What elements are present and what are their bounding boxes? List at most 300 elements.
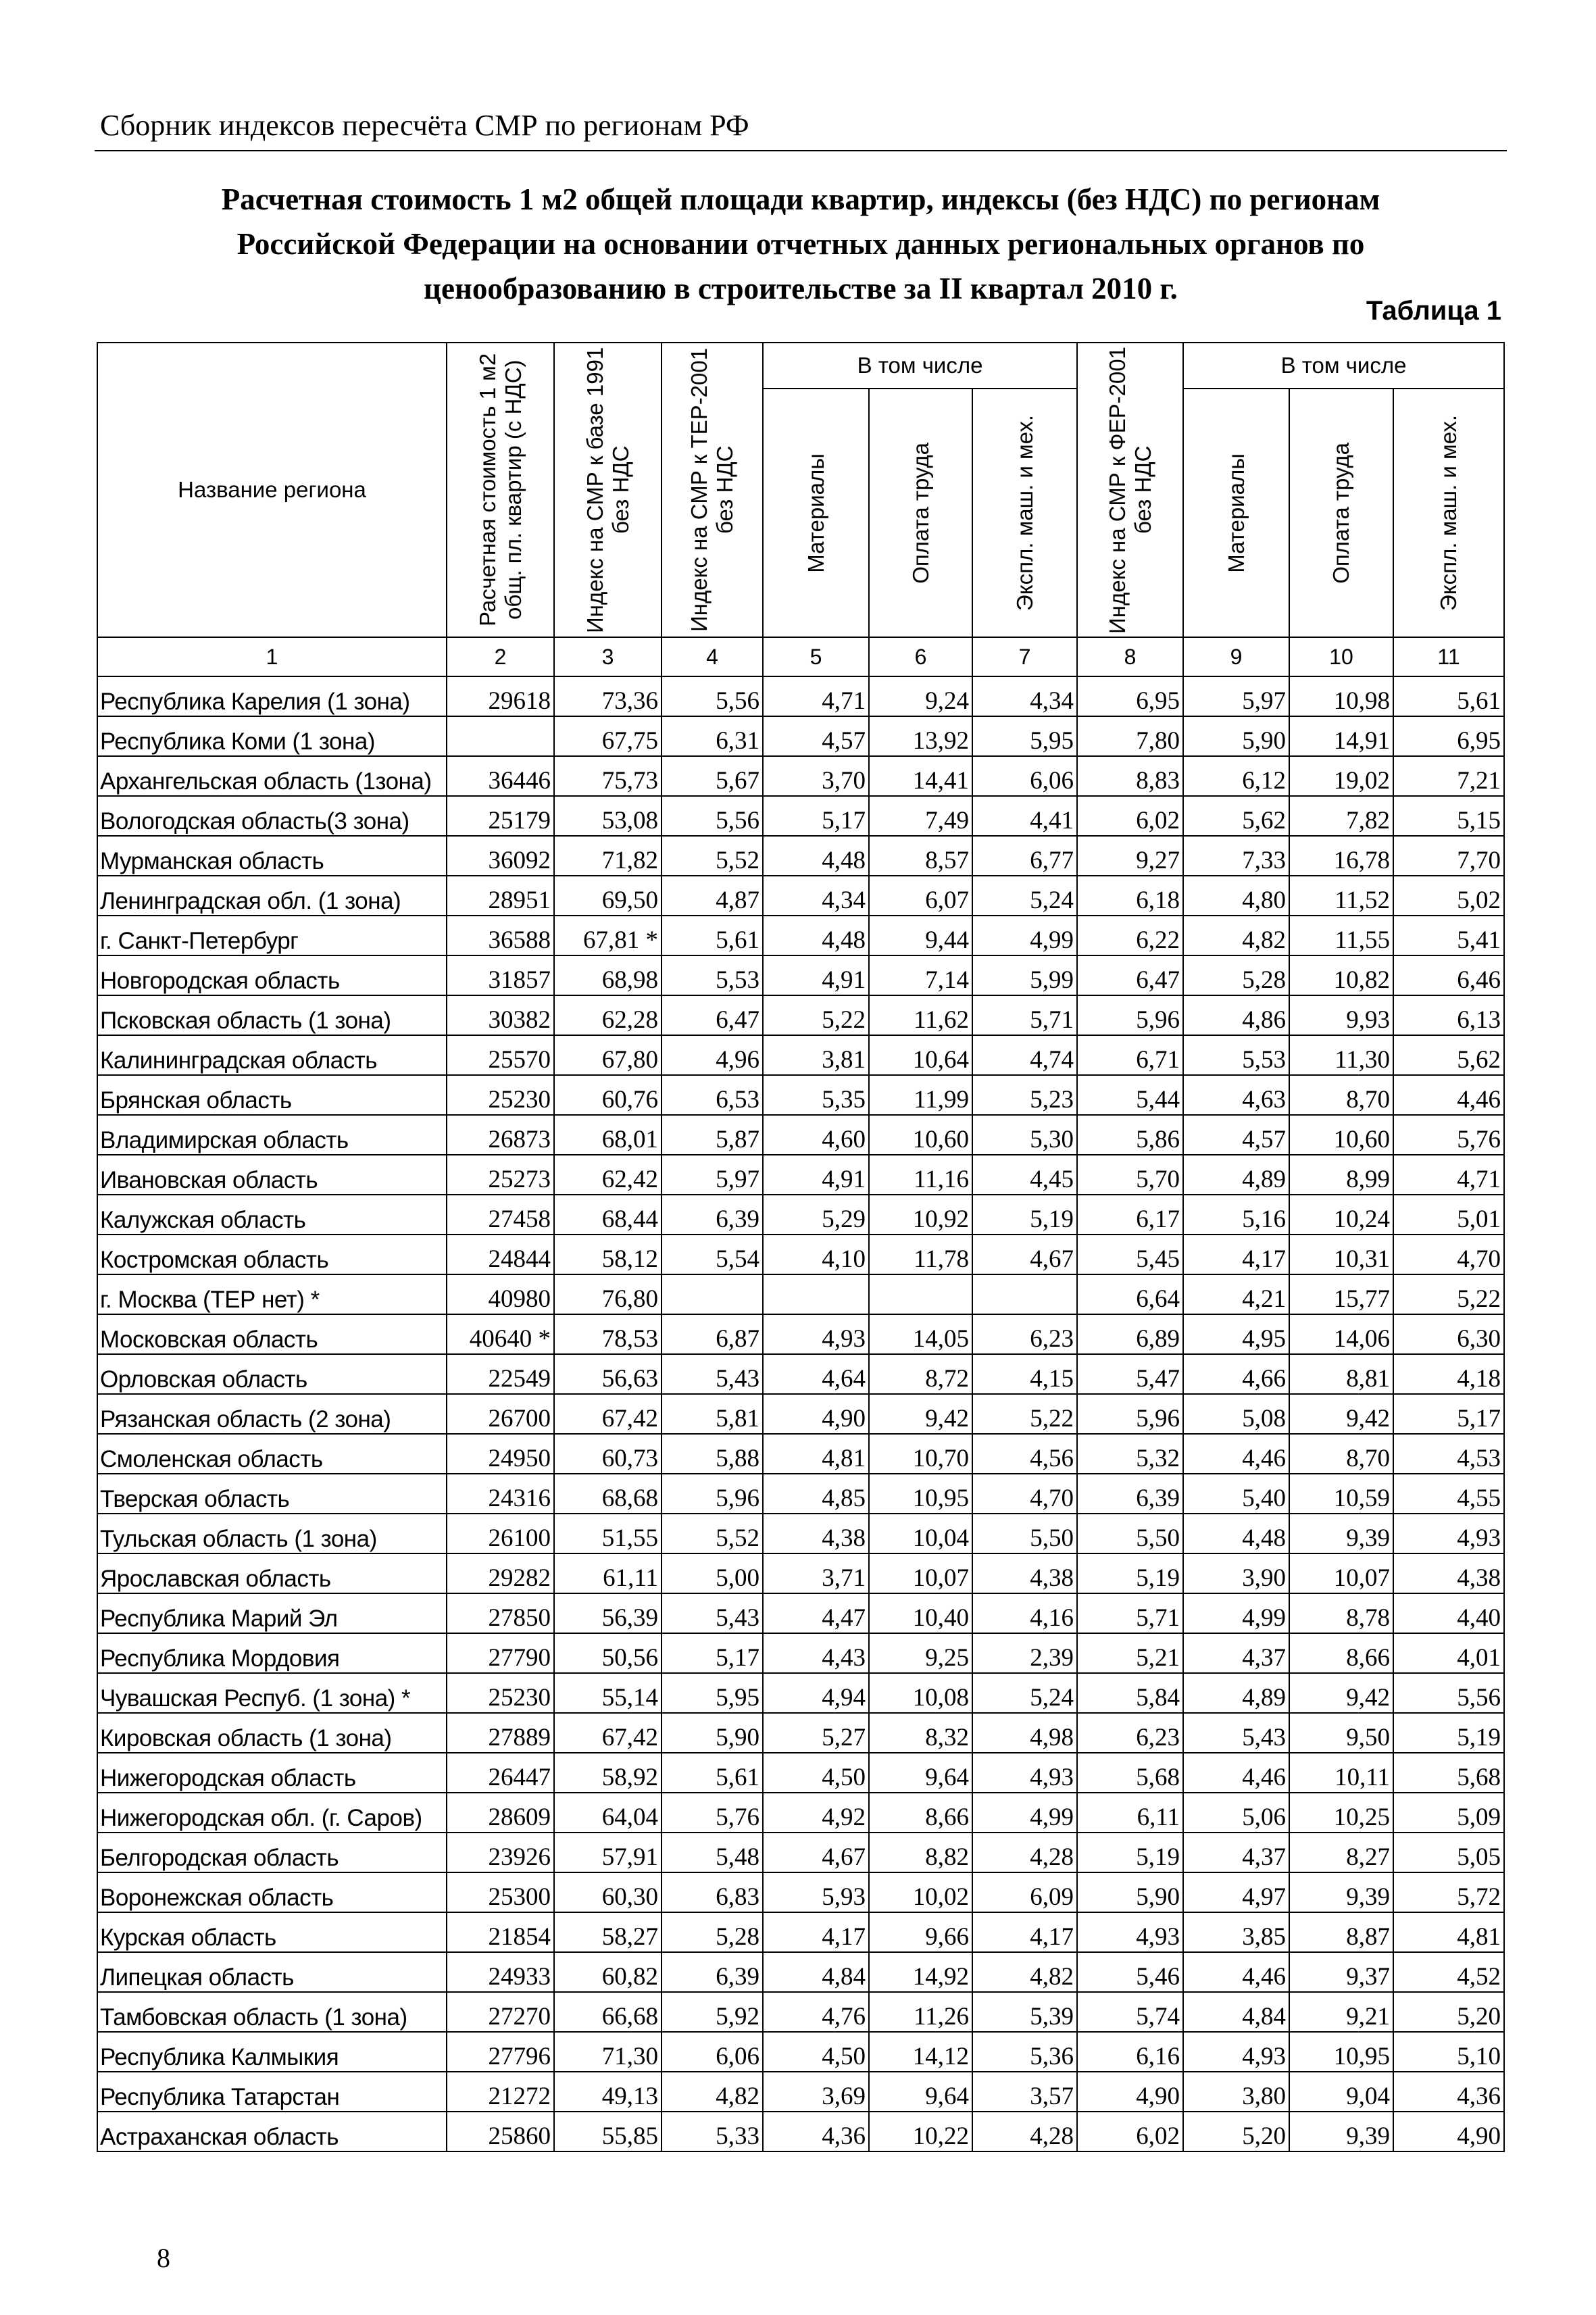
value-cell: 57,91	[554, 1833, 662, 1872]
value-cell: 25860	[447, 2112, 554, 2151]
value-cell: 5,92	[662, 1992, 763, 2032]
value-cell: 5,19	[1077, 1833, 1183, 1872]
region-name-cell: Смоленская область	[97, 1434, 447, 1474]
value-cell: 6,47	[1077, 955, 1183, 995]
column-number: 8	[1077, 637, 1183, 676]
value-cell: 3,71	[763, 1553, 869, 1593]
table-row	[97, 1155, 1504, 1195]
value-cell: 5,24	[972, 1673, 1077, 1713]
value-cell: 3,80	[1183, 2072, 1289, 2112]
value-cell: 21854	[447, 1912, 554, 1952]
value-cell: 6,06	[972, 756, 1077, 796]
value-cell: 5,90	[1183, 716, 1289, 756]
value-cell: 7,82	[1289, 796, 1393, 836]
value-cell: 4,15	[972, 1354, 1077, 1394]
value-cell: 10,40	[869, 1593, 972, 1633]
value-cell: 56,39	[554, 1593, 662, 1633]
value-cell: 28609	[447, 1793, 554, 1833]
value-cell: 5,17	[763, 796, 869, 836]
region-name-cell: Тамбовская область (1 зона)	[97, 1992, 447, 2032]
value-cell: 75,73	[554, 756, 662, 796]
value-cell: 8,57	[869, 836, 972, 876]
value-cell: 5,02	[1393, 876, 1504, 916]
value-cell: 4,82	[1183, 916, 1289, 955]
value-cell: 5,50	[972, 1514, 1077, 1553]
table-row	[97, 1753, 1504, 1793]
value-cell: 6,12	[1183, 756, 1289, 796]
value-cell: 64,04	[554, 1793, 662, 1833]
table-row	[97, 1992, 1504, 2032]
value-cell: 8,72	[869, 1354, 972, 1394]
value-cell: 14,05	[869, 1314, 972, 1354]
table-row	[97, 1713, 1504, 1753]
value-cell: 9,66	[869, 1912, 972, 1952]
value-cell: 9,25	[869, 1633, 972, 1673]
region-name-cell: Ленинградская обл. (1 зона)	[97, 876, 447, 916]
value-cell: 4,63	[1183, 1075, 1289, 1115]
value-cell: 4,95	[1183, 1314, 1289, 1354]
value-cell: 5,62	[1393, 1035, 1504, 1075]
value-cell: 6,07	[869, 876, 972, 916]
value-cell: 5,53	[662, 955, 763, 995]
value-cell: 4,93	[972, 1753, 1077, 1793]
region-name-cell: Республика Татарстан	[97, 2072, 447, 2112]
value-cell: 4,91	[763, 955, 869, 995]
value-cell: 6,39	[662, 1952, 763, 1992]
value-cell: 60,73	[554, 1434, 662, 1474]
column-number: 4	[662, 637, 763, 676]
value-cell: 5,35	[763, 1075, 869, 1115]
value-cell: 6,30	[1393, 1314, 1504, 1354]
value-cell: 21272	[447, 2072, 554, 2112]
value-cell: 4,96	[662, 1035, 763, 1075]
page-number: 8	[157, 2243, 170, 2273]
value-cell: 5,17	[662, 1633, 763, 1673]
value-cell: 5,48	[662, 1833, 763, 1872]
value-cell: 14,12	[869, 2032, 972, 2072]
table-row	[97, 1673, 1504, 1713]
value-cell: 4,91	[763, 1155, 869, 1195]
region-name-cell: Новгородская область	[97, 955, 447, 995]
value-cell: 4,52	[1393, 1952, 1504, 1992]
value-cell: 31857	[447, 955, 554, 995]
value-cell: 11,26	[869, 1992, 972, 2032]
value-cell: 23926	[447, 1833, 554, 1872]
value-cell: 5,20	[1183, 2112, 1289, 2151]
value-cell: 58,27	[554, 1912, 662, 1952]
value-cell: 6,23	[972, 1314, 1077, 1354]
value-cell: 8,32	[869, 1713, 972, 1753]
value-cell: 5,93	[763, 1872, 869, 1912]
value-cell: 6,53	[662, 1075, 763, 1115]
value-cell: 26100	[447, 1514, 554, 1553]
value-cell: 4,17	[763, 1912, 869, 1952]
value-cell: 11,30	[1289, 1035, 1393, 1075]
value-cell: 27790	[447, 1633, 554, 1673]
value-cell: 9,64	[869, 1753, 972, 1793]
value-cell	[447, 716, 554, 756]
value-cell: 8,78	[1289, 1593, 1393, 1633]
header-rule	[95, 150, 1507, 151]
value-cell: 5,47	[1077, 1354, 1183, 1394]
value-cell: 29618	[447, 676, 554, 716]
value-cell: 5,22	[972, 1394, 1077, 1434]
value-cell: 4,66	[1183, 1354, 1289, 1394]
value-cell: 5,09	[1393, 1793, 1504, 1833]
value-cell: 40980	[447, 1274, 554, 1314]
value-cell: 14,41	[869, 756, 972, 796]
region-name-cell: Ивановская область	[97, 1155, 447, 1195]
value-cell: 5,81	[662, 1394, 763, 1434]
value-cell: 14,06	[1289, 1314, 1393, 1354]
table-row	[97, 1115, 1504, 1155]
value-cell: 24933	[447, 1952, 554, 1992]
value-cell: 4,92	[763, 1793, 869, 1833]
table-row	[97, 796, 1504, 836]
value-cell: 6,39	[662, 1195, 763, 1235]
value-cell: 9,39	[1289, 1872, 1393, 1912]
table-row	[97, 995, 1504, 1035]
value-cell: 58,92	[554, 1753, 662, 1793]
value-cell: 9,44	[869, 916, 972, 955]
value-cell: 4,37	[1183, 1833, 1289, 1872]
value-cell: 4,99	[1183, 1593, 1289, 1633]
value-cell: 5,10	[1393, 2032, 1504, 2072]
value-cell: 5,90	[1077, 1872, 1183, 1912]
value-cell: 10,22	[869, 2112, 972, 2151]
value-cell: 5,74	[1077, 1992, 1183, 2032]
value-cell: 5,56	[662, 676, 763, 716]
value-cell: 6,64	[1077, 1274, 1183, 1314]
value-cell: 10,07	[869, 1553, 972, 1593]
value-cell: 10,70	[869, 1434, 972, 1474]
value-cell: 5,43	[662, 1354, 763, 1394]
value-cell: 5,36	[972, 2032, 1077, 2072]
value-cell: 29282	[447, 1553, 554, 1593]
value-cell: 3,70	[763, 756, 869, 796]
value-cell: 4,81	[1393, 1912, 1504, 1952]
table-row	[97, 876, 1504, 916]
value-cell: 4,36	[763, 2112, 869, 2151]
value-cell: 5,05	[1393, 1833, 1504, 1872]
table-row	[97, 1394, 1504, 1434]
value-cell: 4,28	[972, 1833, 1077, 1872]
value-cell: 5,21	[1077, 1633, 1183, 1673]
table-row	[97, 676, 1504, 716]
value-cell: 4,99	[972, 916, 1077, 955]
table-row	[97, 1314, 1504, 1354]
value-cell: 4,48	[763, 836, 869, 876]
value-cell: 53,08	[554, 796, 662, 836]
value-cell: 10,64	[869, 1035, 972, 1075]
value-cell: 4,80	[1183, 876, 1289, 916]
table-row	[97, 1274, 1504, 1314]
table-row	[97, 836, 1504, 876]
value-cell: 4,90	[1077, 2072, 1183, 2112]
value-cell: 5,96	[1077, 995, 1183, 1035]
value-cell: 4,60	[763, 1115, 869, 1155]
table-row	[97, 2112, 1504, 2151]
value-cell: 58,12	[554, 1235, 662, 1274]
value-cell: 10,24	[1289, 1195, 1393, 1235]
value-cell: 5,32	[1077, 1434, 1183, 1474]
value-cell: 26447	[447, 1753, 554, 1793]
value-cell: 4,57	[763, 716, 869, 756]
value-cell: 4,50	[763, 2032, 869, 2072]
value-cell: 5,20	[1393, 1992, 1504, 2032]
value-cell: 8,83	[1077, 756, 1183, 796]
header-index-fer: Индекс на СМР к ФЕР-2001 без НДС	[1077, 343, 1183, 637]
value-cell: 5,43	[662, 1593, 763, 1633]
value-cell: 5,71	[972, 995, 1077, 1035]
value-cell: 5,67	[662, 756, 763, 796]
value-cell: 6,18	[1077, 876, 1183, 916]
region-name-cell: Вологодская область(3 зона)	[97, 796, 447, 836]
value-cell: 4,46	[1393, 1075, 1504, 1115]
column-number: 5	[763, 637, 869, 676]
value-cell: 6,31	[662, 716, 763, 756]
value-cell: 11,78	[869, 1235, 972, 1274]
value-cell: 10,04	[869, 1514, 972, 1553]
value-cell: 68,98	[554, 955, 662, 995]
value-cell: 9,42	[869, 1394, 972, 1434]
value-cell: 5,41	[1393, 916, 1504, 955]
value-cell: 4,99	[972, 1793, 1077, 1833]
value-cell: 28951	[447, 876, 554, 916]
value-cell: 4,98	[972, 1713, 1077, 1753]
value-cell: 5,56	[1393, 1673, 1504, 1713]
value-cell: 15,77	[1289, 1274, 1393, 1314]
value-cell: 4,93	[1077, 1912, 1183, 1952]
table-row	[97, 1633, 1504, 1673]
value-cell: 69,50	[554, 876, 662, 916]
value-cell: 4,53	[1393, 1434, 1504, 1474]
value-cell: 10,59	[1289, 1474, 1393, 1514]
value-cell: 14,91	[1289, 716, 1393, 756]
table-row	[97, 1593, 1504, 1633]
value-cell: 4,38	[972, 1553, 1077, 1593]
value-cell: 5,61	[1393, 676, 1504, 716]
region-name-cell: Липецкая область	[97, 1952, 447, 1992]
value-cell: 6,47	[662, 995, 763, 1035]
value-cell: 4,84	[763, 1952, 869, 1992]
value-cell: 5,28	[1183, 955, 1289, 995]
value-cell: 67,42	[554, 1713, 662, 1753]
value-cell: 9,39	[1289, 2112, 1393, 2151]
value-cell: 5,00	[662, 1553, 763, 1593]
value-cell: 76,80	[554, 1274, 662, 1314]
value-cell: 3,57	[972, 2072, 1077, 2112]
value-cell: 19,02	[1289, 756, 1393, 796]
value-cell: 10,08	[869, 1673, 972, 1713]
value-cell: 27850	[447, 1593, 554, 1633]
value-cell: 10,92	[869, 1195, 972, 1235]
value-cell: 6,22	[1077, 916, 1183, 955]
region-name-cell: Чувашская Респуб. (1 зона) *	[97, 1673, 447, 1713]
table-row	[97, 1235, 1504, 1274]
value-cell: 6,13	[1393, 995, 1504, 1035]
value-cell: 5,15	[1393, 796, 1504, 836]
value-cell: 16,78	[1289, 836, 1393, 876]
value-cell: 5,06	[1183, 1793, 1289, 1833]
table-row	[97, 916, 1504, 955]
header-labor-ter: Оплата труда	[869, 389, 972, 637]
column-number: 1	[97, 637, 447, 676]
value-cell: 27270	[447, 1992, 554, 2032]
value-cell: 55,85	[554, 2112, 662, 2151]
header-materials-fer: Материалы	[1183, 389, 1289, 637]
value-cell: 5,56	[662, 796, 763, 836]
value-cell: 8,82	[869, 1833, 972, 1872]
value-cell: 4,43	[763, 1633, 869, 1673]
value-cell: 10,02	[869, 1872, 972, 1912]
table-row	[97, 1952, 1504, 1992]
value-cell: 7,80	[1077, 716, 1183, 756]
value-cell: 8,99	[1289, 1155, 1393, 1195]
column-number: 11	[1393, 637, 1504, 676]
value-cell: 4,67	[972, 1235, 1077, 1274]
value-cell: 8,81	[1289, 1354, 1393, 1394]
value-cell: 4,70	[1393, 1235, 1504, 1274]
value-cell: 11,55	[1289, 916, 1393, 955]
value-cell: 7,14	[869, 955, 972, 995]
value-cell: 5,23	[972, 1075, 1077, 1115]
value-cell: 27889	[447, 1713, 554, 1753]
value-cell: 6,06	[662, 2032, 763, 2072]
value-cell: 10,25	[1289, 1793, 1393, 1833]
value-cell: 60,76	[554, 1075, 662, 1115]
table-row	[97, 1354, 1504, 1394]
value-cell: 10,98	[1289, 676, 1393, 716]
region-name-cell: Республика Марий Эл	[97, 1593, 447, 1633]
value-cell: 62,28	[554, 995, 662, 1035]
value-cell: 26873	[447, 1115, 554, 1155]
value-cell: 24316	[447, 1474, 554, 1514]
value-cell: 25570	[447, 1035, 554, 1075]
value-cell: 25230	[447, 1075, 554, 1115]
value-cell: 5,33	[662, 2112, 763, 2151]
value-cell: 6,17	[1077, 1195, 1183, 1235]
region-name-cell: Тульская область (1 зона)	[97, 1514, 447, 1553]
value-cell: 8,87	[1289, 1912, 1393, 1952]
value-cell: 67,42	[554, 1394, 662, 1434]
value-cell: 10,11	[1289, 1753, 1393, 1793]
value-cell: 4,82	[972, 1952, 1077, 1992]
value-cell: 5,68	[1393, 1753, 1504, 1793]
value-cell: 9,64	[869, 2072, 972, 2112]
column-number-row	[97, 637, 1504, 676]
value-cell: 4,16	[972, 1593, 1077, 1633]
value-cell: 5,19	[1077, 1553, 1183, 1593]
value-cell: 4,93	[1183, 2032, 1289, 2072]
table-row	[97, 1514, 1504, 1553]
region-name-cell: Орловская область	[97, 1354, 447, 1394]
column-number: 7	[972, 637, 1077, 676]
value-cell: 5,40	[1183, 1474, 1289, 1514]
value-cell: 9,37	[1289, 1952, 1393, 1992]
table-row	[97, 1434, 1504, 1474]
regional-index-table	[97, 342, 1505, 2152]
value-cell: 11,62	[869, 995, 972, 1035]
value-cell: 4,01	[1393, 1633, 1504, 1673]
value-cell: 5,96	[1077, 1394, 1183, 1434]
value-cell: 4,36	[1393, 2072, 1504, 2112]
value-cell: 5,30	[972, 1115, 1077, 1155]
value-cell: 6,95	[1077, 676, 1183, 716]
value-cell: 6,95	[1393, 716, 1504, 756]
value-cell: 68,44	[554, 1195, 662, 1235]
value-cell: 68,68	[554, 1474, 662, 1514]
value-cell: 78,53	[554, 1314, 662, 1354]
value-cell: 4,46	[1183, 1434, 1289, 1474]
value-cell: 5,22	[1393, 1274, 1504, 1314]
value-cell	[662, 1274, 763, 1314]
value-cell: 4,17	[1183, 1235, 1289, 1274]
value-cell: 5,52	[662, 1514, 763, 1553]
value-cell: 36588	[447, 916, 554, 955]
value-cell: 5,08	[1183, 1394, 1289, 1434]
header-materials-ter: Материалы	[763, 389, 869, 637]
region-name-cell: Брянская область	[97, 1075, 447, 1115]
value-cell: 55,14	[554, 1673, 662, 1713]
value-cell: 3,69	[763, 2072, 869, 2112]
value-cell: 4,10	[763, 1235, 869, 1274]
value-cell: 8,66	[1289, 1633, 1393, 1673]
value-cell: 5,39	[972, 1992, 1077, 2032]
value-cell: 5,95	[972, 716, 1077, 756]
value-cell: 5,87	[662, 1115, 763, 1155]
value-cell: 71,82	[554, 836, 662, 876]
region-name-cell: Архангельская область (1зона)	[97, 756, 447, 796]
value-cell: 5,24	[972, 876, 1077, 916]
value-cell: 4,82	[662, 2072, 763, 2112]
region-name-cell: Московская область	[97, 1314, 447, 1354]
value-cell: 4,93	[1393, 1514, 1504, 1553]
value-cell: 3,90	[1183, 1553, 1289, 1593]
value-cell: 4,85	[763, 1474, 869, 1514]
value-cell: 5,97	[1183, 676, 1289, 716]
value-cell: 4,94	[763, 1673, 869, 1713]
value-cell: 5,95	[662, 1673, 763, 1713]
value-cell: 6,89	[1077, 1314, 1183, 1354]
table-row	[97, 955, 1504, 995]
value-cell: 71,30	[554, 2032, 662, 2072]
value-cell: 4,46	[1183, 1753, 1289, 1793]
value-cell: 68,01	[554, 1115, 662, 1155]
region-name-cell: Костромская область	[97, 1235, 447, 1274]
value-cell: 10,31	[1289, 1235, 1393, 1274]
value-cell: 4,70	[972, 1474, 1077, 1514]
value-cell: 4,48	[763, 916, 869, 955]
value-cell: 9,04	[1289, 2072, 1393, 2112]
value-cell: 3,81	[763, 1035, 869, 1075]
table-row	[97, 716, 1504, 756]
table-row	[97, 2072, 1504, 2112]
value-cell: 7,21	[1393, 756, 1504, 796]
value-cell: 4,28	[972, 2112, 1077, 2151]
value-cell: 5,43	[1183, 1713, 1289, 1753]
value-cell: 4,67	[763, 1833, 869, 1872]
title-line: Российской Федерации на основании отчетных данных региональных органов по	[236, 227, 1365, 261]
value-cell: 30382	[447, 995, 554, 1035]
value-cell: 4,21	[1183, 1274, 1289, 1314]
value-cell: 4,17	[972, 1912, 1077, 1952]
value-cell: 4,34	[763, 876, 869, 916]
value-cell: 4,46	[1183, 1952, 1289, 1992]
value-cell: 4,89	[1183, 1155, 1289, 1195]
region-name-cell: Калужская область	[97, 1195, 447, 1235]
value-cell: 5,19	[972, 1195, 1077, 1235]
